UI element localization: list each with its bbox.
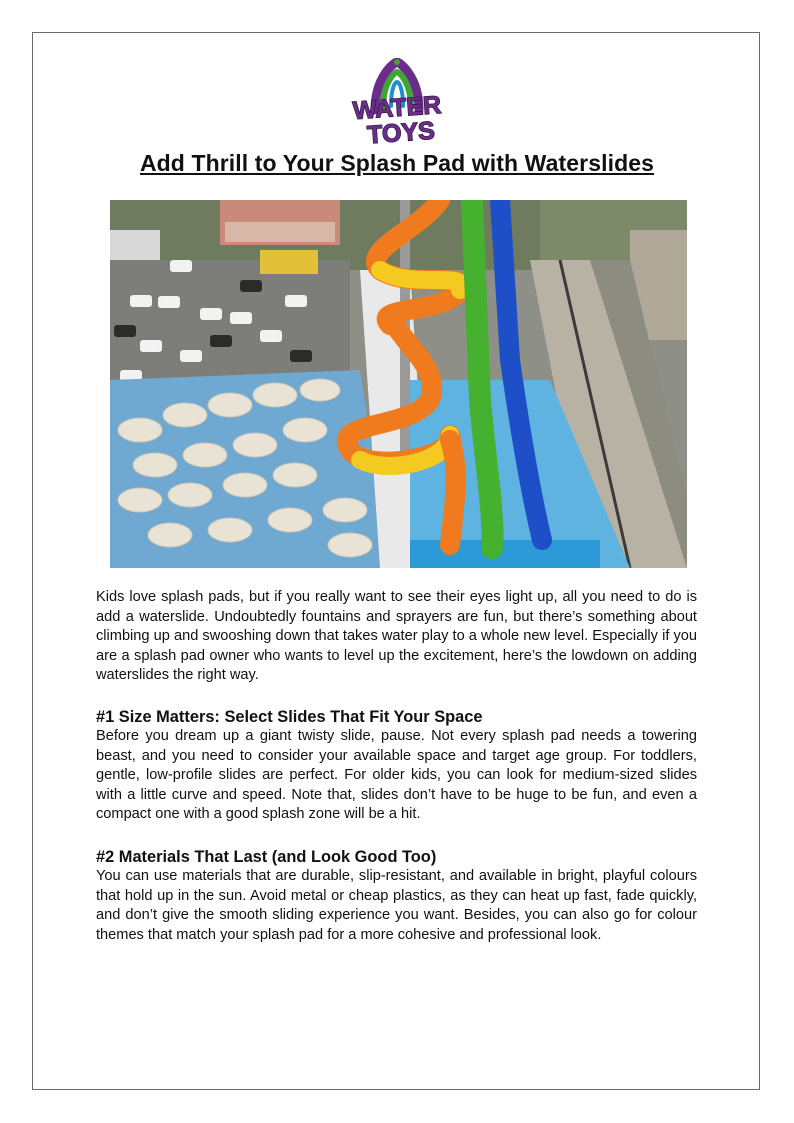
logo-graphic (345, 58, 449, 148)
waterslide-aerial-photo (110, 200, 687, 568)
logo-text-toys: TOYS (366, 116, 436, 148)
section-heading: #1 Size Matters: Select Slides That Fit Your Space (96, 708, 483, 726)
intro-paragraph: Kids love splash pads, but if you really want to see their eyes light up, all you need to do is add a waterslide. Undoubtedly fountains and sprayers are fun, but there’s something about climbing up and swooshing down that takes water play to a whole new level. Especially if you are a splash pad owner who wants to level up the excitement, here’s the lowdown on adding waterslides the right way. (96, 589, 697, 684)
section-paragraph: You can use materials that are durable, slip-resistant, and available in bright, playful colours that hold up in the sun. Avoid metal or cheap plastics, as they can heat up fast, fade quickly, and don’t give the smooth sliding experience you want. Besides, you can also go for colour themes that match your splash pad for a more cohesive and professional look. (96, 868, 697, 943)
water-toys-logo (345, 58, 449, 148)
section-heading: #2 Materials That Last (and Look Good Too) (96, 848, 437, 866)
intro-section (96, 588, 697, 686)
section-size-matters (96, 707, 697, 825)
photo-graphic (110, 200, 687, 568)
section-materials (96, 847, 697, 945)
page-title: Add Thrill to Your Splash Pad with Waterslides (139, 150, 655, 176)
section-paragraph: Before you dream up a giant twisty slide, pause. Not every splash pad needs a towering beast, and you need to consider your available space and target age group. For toddlers, gentle, low-profile slides are perfect. For older kids, you can look for medium-sized slides with a little curve and speed. Note that, slides don’t have to be huge to be fun, and even a compact one with a good splash zone will be a hit. (96, 728, 697, 823)
logo-text-water: WATER (351, 90, 443, 126)
